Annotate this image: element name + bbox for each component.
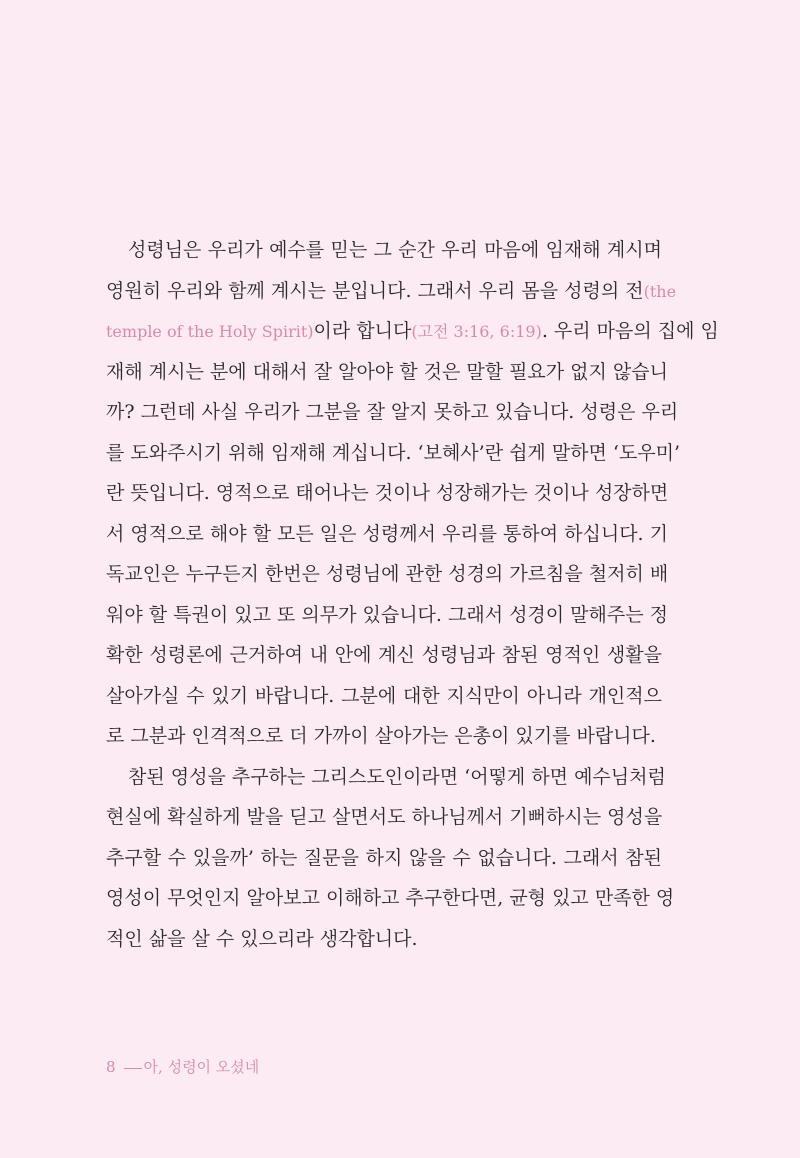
text-segment: 영원히 우리와 함께 계시는 분입니다. 그래서 우리 몸을 성령의 전: [106, 279, 644, 302]
text-segment: 까? 그런데 사실 우리가 그분을 잘 알지 못하고 있습니다. 성령은 우리: [106, 401, 679, 423]
footer-rule: [124, 1068, 142, 1069]
text-line: [106, 352, 668, 393]
text-segment: 참된 영성을 추구하는 그리스도인이라면 ‘어떻게 하면 예수님처럼: [128, 765, 666, 788]
text-segment: 재해 계시는 분에 대해서 잘 알아야 할 것은 말할 필요가 없지 않습니: [106, 360, 668, 383]
text-line: [106, 554, 669, 595]
scripture-reference: (고전 3:16, 6:19): [411, 322, 542, 341]
text-segment: 워야 할 특권이 있고 또 의무가 있습니다. 그래서 성경이 말해주는 정: [106, 603, 668, 626]
page-footer: [106, 1056, 259, 1077]
text-segment: 서 영적으로 해야 할 모든 일은 성령께서 우리를 통하여 하십니다. 기: [106, 522, 668, 545]
text-segment: . 우리 마음의 집에 임: [541, 320, 719, 342]
text-line: [106, 433, 681, 474]
body-text: [106, 230, 719, 959]
text-segment: 영성이 무엇인지 알아보고 이해하고 추구한다면, 균형 있고 만족한 영: [106, 887, 675, 909]
text-segment: 추구할 수 있을까’ 하는 질문을 하지 않을 수 없습니다. 그래서 참된: [106, 846, 662, 869]
text-segment: 확한 성령론에 근거하여 내 안에 계신 성령님과 참된 영적인 생활을: [106, 644, 662, 666]
paragraph: [106, 757, 675, 960]
text-segment: 로 그분과 인격적으로 더 가까이 살아가는 은총이 있기를 바랍니다.: [106, 725, 656, 747]
text-line: [106, 716, 662, 757]
text-line: [106, 797, 662, 838]
text-segment: 적인 삶을 살 수 있으리라 생각합니다.: [106, 927, 418, 950]
text-line: [106, 230, 662, 271]
text-line: [106, 595, 668, 636]
text-segment: 를 도와주시기 위해 임재해 계십니다. ‘보혜사’란 쉽게 말하면 ‘도우미’: [106, 441, 681, 464]
text-line: [106, 271, 677, 312]
text-line: [106, 473, 669, 514]
running-title: 아, 성령이 오셨네: [143, 1058, 260, 1076]
paragraph: [106, 230, 719, 757]
text-line: [106, 635, 662, 676]
text-segment: 독교인은 누구든지 한번은 성령님에 관한 성경의 가르침을 철저히 배: [106, 563, 669, 585]
text-line: [106, 919, 662, 960]
text-segment: 란 뜻입니다. 영적으로 태어나는 것이나 성장해가는 것이나 성장하면: [106, 482, 669, 504]
text-line: [106, 311, 719, 352]
text-line: [106, 676, 662, 717]
text-segment: 살아가실 수 있기 바랍니다. 그분에 대한 지식만이 아니라 개인적으: [106, 684, 662, 707]
text-segment: 이라 합니다: [313, 320, 412, 342]
text-line: [106, 514, 668, 555]
page-number: 8: [106, 1058, 116, 1076]
scripture-reference: temple of the Holy Spirit): [106, 322, 314, 341]
text-segment: 현실에 확실하게 발을 딛고 살면서도 하나님께서 기뻐하시는 영성을: [106, 806, 663, 828]
scripture-reference: (the: [643, 281, 677, 301]
text-line: [106, 757, 666, 798]
text-line: [106, 392, 679, 433]
text-line: [106, 878, 675, 919]
text-segment: 성령님은 우리가 예수를 믿는 그 순간 우리 마음에 임재해 계시며: [128, 239, 662, 261]
text-line: [106, 838, 662, 879]
